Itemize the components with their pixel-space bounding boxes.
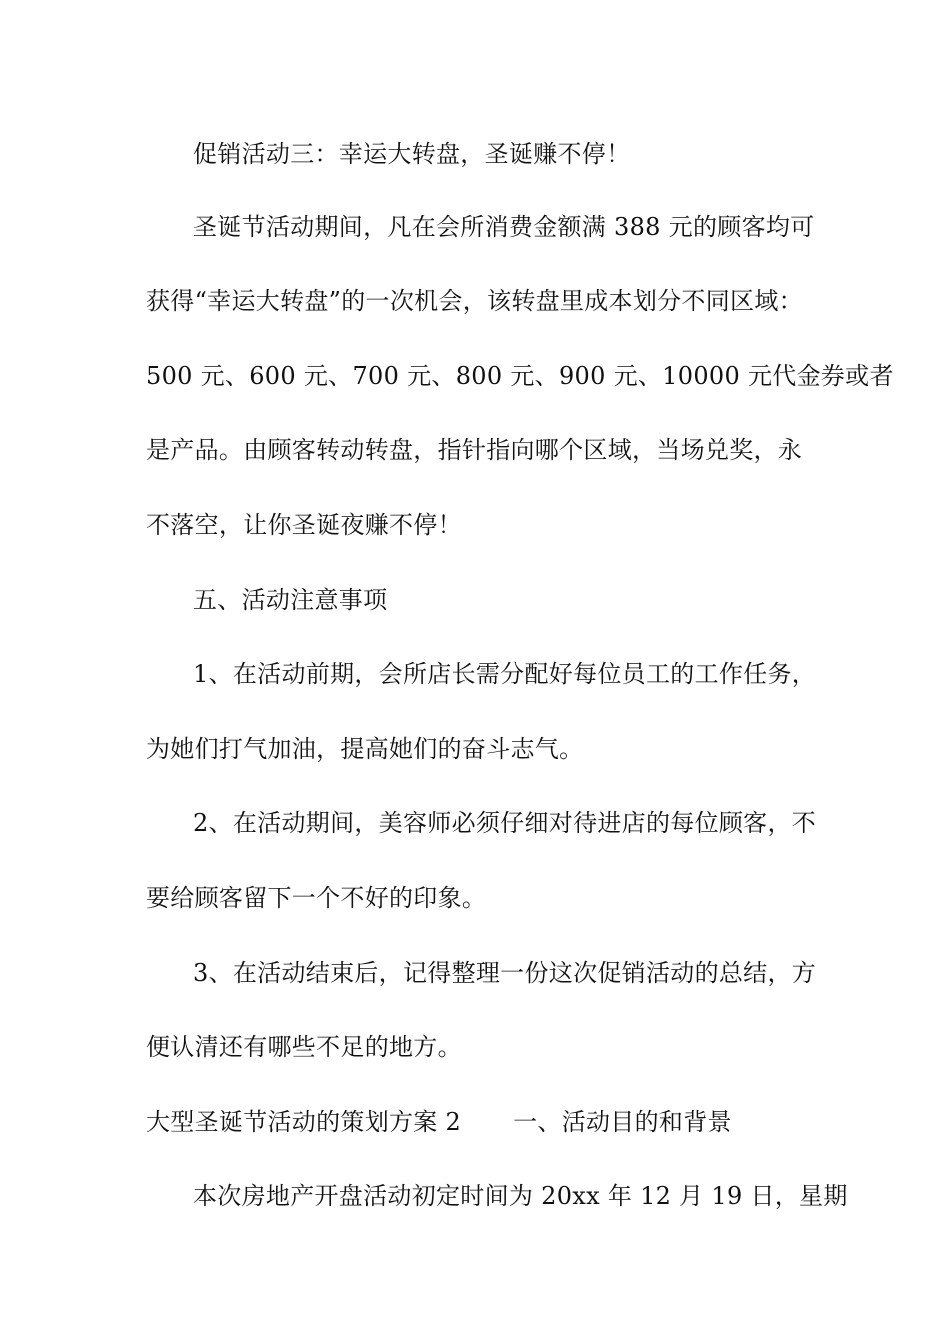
section-heading: 五、活动注意事项 [193, 586, 388, 614]
paragraph-line: 圣诞节活动期间，凡在会所消费金额满 388 元的顾客均可 [193, 213, 815, 241]
section-subheading: 一、活动目的和背景 [513, 1108, 732, 1136]
paragraph-line: 促销活动三：幸运大转盘，圣诞赚不停！ [193, 140, 631, 168]
paragraph-line: 本次房地产开盘活动初定时间为 20xx 年 12 月 19 日，星期 [193, 1182, 848, 1210]
paragraph-line: 要给顾客留下一个不好的印象。 [146, 884, 487, 912]
paragraph-line: 便认清还有哪些不足的地方。 [146, 1033, 462, 1061]
paragraph-line: 获得“幸运大转盘”的一次机会，该转盘里成本划分不同区域： [146, 287, 803, 315]
paragraph-line: 500 元、600 元、700 元、800 元、900 元、10000 元代金券或者 [146, 362, 894, 390]
paragraph-line: 为她们打气加油，提高她们的奋斗志气。 [146, 735, 584, 763]
paragraph-line: 不落空，让你圣诞夜赚不停！ [146, 511, 462, 539]
paragraph-line: 3、在活动结束后，记得整理一份这次促销活动的总结，方 [193, 959, 817, 987]
section-title-line [146, 1106, 826, 1138]
paragraph-line: 1、在活动前期，会所店长需分配好每位员工的工作任务， [193, 660, 817, 688]
paragraph-line: 2、在活动期间，美容师必须仔细对待进店的每位顾客，不 [193, 809, 817, 837]
section-title: 大型圣诞节活动的策划方案 2 [146, 1108, 462, 1136]
paragraph-line: 是产品。由顾客转动转盘，指针指向哪个区域，当场兑奖，永 [146, 436, 803, 464]
